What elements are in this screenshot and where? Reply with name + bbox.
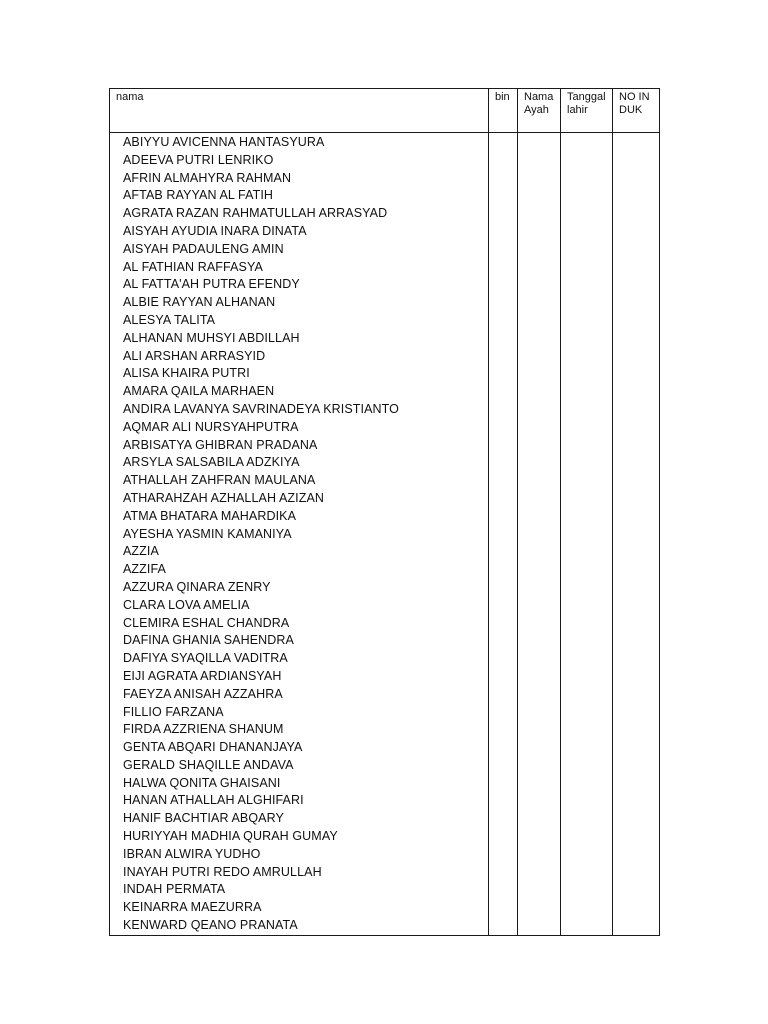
student-name: AL FATHIAN RAFFASYA — [123, 259, 263, 274]
student-name: ANDIRA LAVANYA SAVRINADEYA KRISTIANTO — [123, 401, 400, 416]
student-name: ALESYA TALITA — [123, 312, 216, 327]
bin-cell — [489, 133, 518, 936]
student-name: ATMA BHATARA MAHARDIKA — [123, 508, 297, 523]
student-name: AMARA QAILA MARHAEN — [123, 384, 275, 399]
student-name: AISYAH AYUDIA INARA DINATA — [123, 223, 307, 238]
student-name: EIJI AGRATA ARDIANSYAH — [123, 668, 282, 683]
name-list — [110, 133, 488, 935]
student-name: FIRDA AZZRIENA SHANUM — [123, 722, 284, 737]
student-name: ALHANAN MUHSYI ABDILLAH — [123, 330, 300, 345]
student-name: HURIYYAH MADHIA QURAH GUMAY — [123, 829, 338, 844]
student-name: AISYAH PADAULENG AMIN — [123, 241, 284, 256]
header-nama-ayah: Nama Ayah — [518, 89, 561, 133]
student-name: AZZIA — [123, 544, 159, 559]
student-name: ALI ARSHAN ARRASYID — [123, 348, 266, 363]
student-name: ABIYYU AVICENNA HANTASYURA — [123, 135, 325, 149]
header-no-induk: NO INDUK — [613, 89, 660, 133]
student-name: HALWA QONITA GHAISANI — [123, 775, 281, 790]
student-name: FILLIO FARZANA — [123, 704, 224, 719]
student-name: AFTAB RAYYAN AL FATIH — [123, 188, 274, 203]
student-name: AGRATA RAZAN RAHMATULLAH ARRASYAD — [123, 206, 388, 221]
student-name: HANIF BACHTIAR ABQARY — [123, 811, 284, 826]
student-name: DAFIYA SYAQILLA VADITRA — [123, 651, 288, 666]
nama-cell — [110, 133, 489, 936]
student-table — [109, 88, 660, 936]
student-name: GENTA ABQARI DHANANJAYA — [123, 740, 303, 755]
student-name: ARSYLA SALSABILA ADZKIYA — [123, 455, 300, 470]
student-name: DAFINA GHANIA SAHENDRA — [123, 633, 294, 648]
student-name: ALISA KHAIRA PUTRI — [123, 366, 250, 381]
tanggal-lahir-cell — [561, 133, 613, 936]
student-name: AYESHA YASMIN KAMANIYA — [123, 526, 292, 541]
student-name: AZZURA QINARA ZENRY — [123, 579, 271, 594]
student-name: KENWARD QEANO PRANATA — [123, 918, 298, 933]
student-name: CLEMIRA ESHAL CHANDRA — [123, 615, 290, 630]
student-name: FAEYZA ANISAH AZZAHRA — [123, 686, 283, 701]
no-induk-cell — [613, 133, 660, 936]
student-name: GERALD SHAQILLE ANDAVA — [123, 757, 294, 772]
student-name: INAYAH PUTRI REDO AMRULLAH — [123, 864, 322, 879]
header-nama: nama — [110, 89, 489, 133]
student-name: CLARA LOVA AMELIA — [123, 597, 250, 612]
student-name: AZZIFA — [123, 562, 166, 577]
student-name: KEINARRA MAEZURRA — [123, 900, 262, 915]
student-name: AQMAR ALI NURSYAHPUTRA — [123, 419, 299, 434]
student-name: ATHALLAH ZAHFRAN MAULANA — [123, 473, 316, 488]
header-tanggal-lahir: Tanggal lahir — [561, 89, 613, 133]
student-name: ALBIE RAYYAN ALHANAN — [123, 295, 276, 310]
table-body-row — [110, 133, 660, 936]
student-name: IBRAN ALWIRA YUDHO — [123, 846, 261, 861]
student-name: ADEEVA PUTRI LENRIKO — [123, 152, 274, 167]
student-name: HANAN ATHALLAH ALGHIFARI — [123, 793, 304, 808]
student-name: ARBISATYA GHIBRAN PRADANA — [123, 437, 318, 452]
table-header-row — [110, 89, 660, 133]
student-name: AFRIN ALMAHYRA RAHMAN — [123, 170, 292, 185]
header-bin: bin — [489, 89, 518, 133]
student-name: AL FATTA'AH PUTRA EFENDY — [123, 277, 300, 292]
student-name: INDAH PERMATA — [123, 882, 226, 897]
student-name: ATHARAHZAH AZHALLAH AZIZAN — [123, 490, 325, 505]
nama-ayah-cell — [518, 133, 561, 936]
